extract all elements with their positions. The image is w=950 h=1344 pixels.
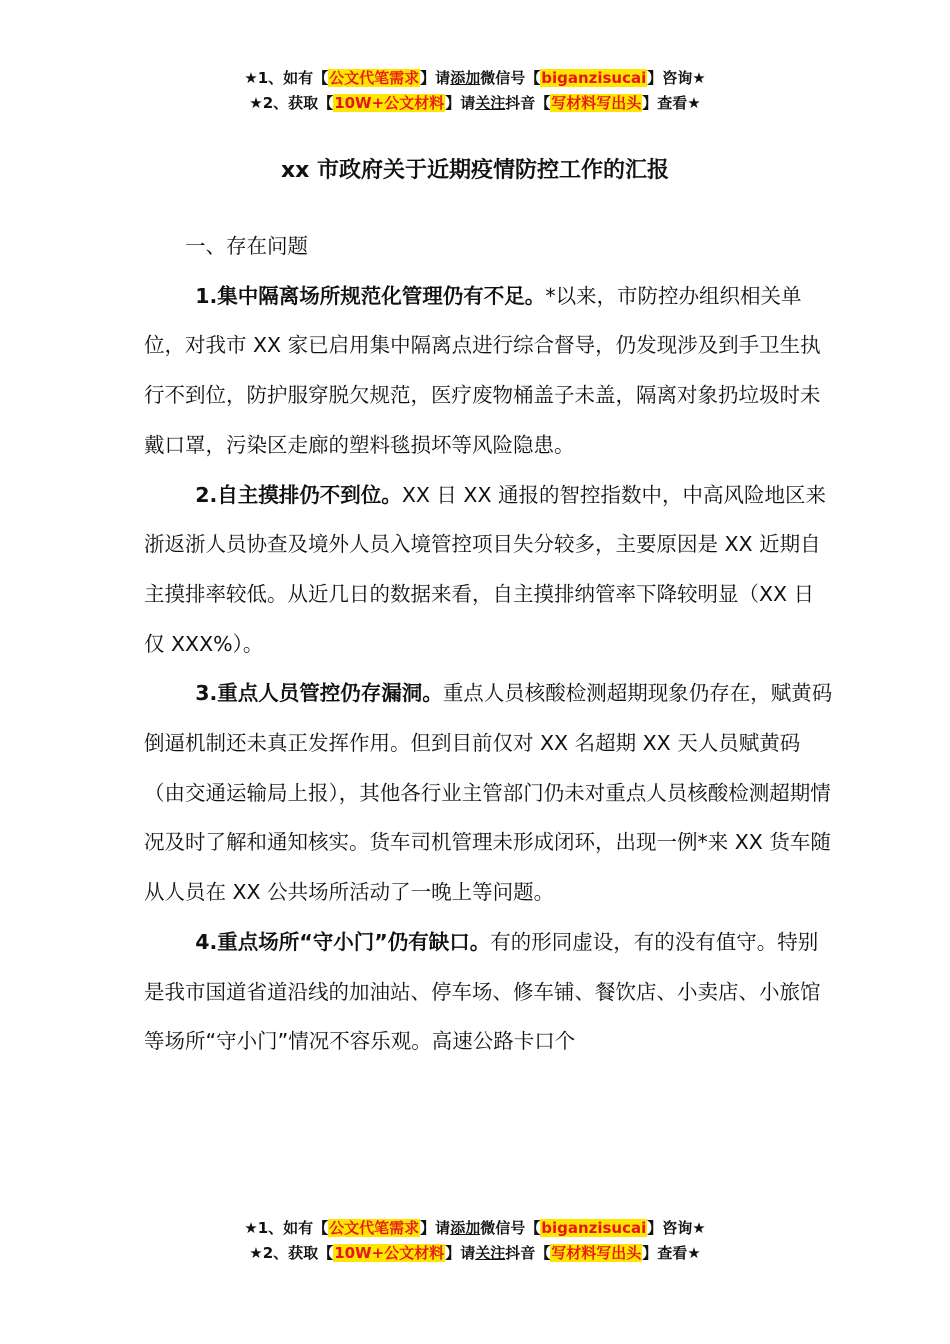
paragraph-body: XX 日 XX 通报的智控指数中，中高风险地区来浙返浙人员协查及境外人员入境管控项目失分较多，主要原因是 XX 近期自主摸排率较低。从近几日的数据来看，自主摸排纳管率下降较明显（XX 日仅 XXX%）。 <box>144 482 827 656</box>
paragraph-2 <box>144 471 834 670</box>
document-title: xx 市政府关于近期疫情防控工作的汇报 <box>280 158 670 183</box>
section-heading: 一、存在问题 <box>185 234 308 258</box>
promo-text: 】请 <box>445 94 476 112</box>
promo-text: 】请 <box>445 1244 476 1262</box>
paragraph-lead: 2.自主摸排仍不到位。 <box>195 482 402 507</box>
promo-text: ★2、获取【 <box>249 94 334 112</box>
paragraph-lead: 1.集中隔离场所规范化管理仍有不足。 <box>195 283 546 308</box>
promo-highlight: 10W+公文材料 <box>334 94 445 112</box>
promo-text: 抖音【 <box>505 94 551 112</box>
promo-highlight: 公文代笔需求 <box>329 69 420 87</box>
promo-banner-bottom <box>0 1216 950 1266</box>
promo-text: 抖音【 <box>505 1244 551 1262</box>
promo-text: 】咨询★ <box>647 69 706 87</box>
paragraph-lead: 3.重点人员管控仍存漏洞。 <box>195 681 443 706</box>
promo-text: 】请 <box>420 69 451 87</box>
promo-wechat-id: biganzisucai <box>541 69 647 87</box>
promo-underline: 关注 <box>475 1244 506 1262</box>
document-body <box>144 222 834 1067</box>
paragraph-body: 重点人员核酸检测超期现象仍存在，赋黄码倒逼机制还未真正发挥作用。但到目前仅对 XX 名超期 XX 天人员赋黄码（由交通运输局上报），其他各行业主管部门仍未对重点人员核酸检测超期情况及时了解和通知核实。货车司机管理未形成闭环，出现一例*来 XX 货车随从人员在 XX 公共场所活动了一晚上等问题。 <box>144 681 833 905</box>
promo-highlight: 10W+公文材料 <box>334 1244 445 1262</box>
promo-wechat-id: biganzisucai <box>541 1219 647 1237</box>
promo-text: 】查看★ <box>642 1244 701 1262</box>
promo-text: 】咨询★ <box>647 1219 706 1237</box>
promo-line-1 <box>0 66 950 91</box>
paragraph-3 <box>144 669 834 918</box>
promo-banner-top <box>0 66 950 116</box>
promo-text: ★1、如有【 <box>244 1219 329 1237</box>
paragraph-body: *以来，市防控办组织相关单位，对我市 XX 家已启用集中隔离点进行综合督导，仍发现涉及到手卫生执行不到位，防护服穿脱欠规范，医疗废物桶盖子未盖，隔离对象扔垃圾时未戴口罩，污染区走廊的塑料毯损坏等风险隐患。 <box>144 283 821 457</box>
paragraph-4 <box>144 918 834 1067</box>
promo-underline: 添加 <box>450 1219 481 1237</box>
promo-underline: 添加 <box>450 69 481 87</box>
promo-text: 微信号【 <box>480 69 541 87</box>
paragraph-1 <box>144 272 834 471</box>
promo-text: 】查看★ <box>642 94 701 112</box>
promo-text: ★2、获取【 <box>249 1244 334 1262</box>
promo-line-2 <box>0 91 950 116</box>
promo-text: 微信号【 <box>480 1219 541 1237</box>
promo-douyin-id: 写材料写出头 <box>551 1244 642 1262</box>
promo-line-2 <box>0 1241 950 1266</box>
paragraph-body: 有的形同虚设，有的没有值守。特别是我市国道省道沿线的加油站、停车场、修车铺、餐饮店、小卖店、小旅馆等场所“守小门”情况不容乐观。高速公路卡口个 <box>144 929 821 1054</box>
promo-text: 】请 <box>420 1219 451 1237</box>
promo-highlight: 公文代笔需求 <box>329 1219 420 1237</box>
paragraph-lead: 4.重点场所“守小门”仍有缺口。 <box>195 929 491 954</box>
promo-line-1 <box>0 1216 950 1241</box>
promo-text: ★1、如有【 <box>244 69 329 87</box>
promo-douyin-id: 写材料写出头 <box>551 94 642 112</box>
promo-underline: 关注 <box>475 94 506 112</box>
